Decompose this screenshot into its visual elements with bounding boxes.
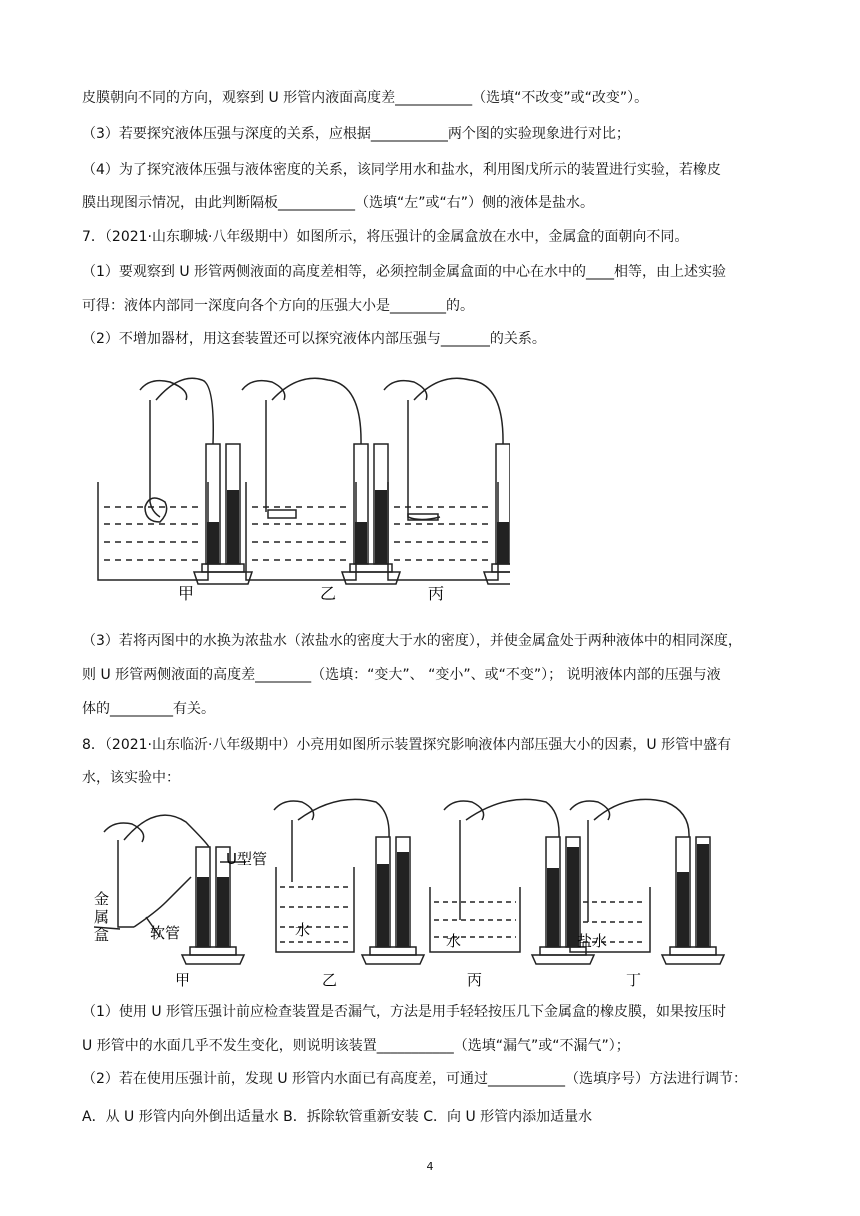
label-hose: 软管 — [150, 924, 181, 942]
caption-yi: 乙 — [320, 584, 337, 603]
question-8-stem: 8．（2021·山东临沂·八年级期中）小亮用如图所示装置探究影响液体内部压强大小的因素，U 形管中盛有 — [82, 737, 732, 753]
text-line: （2）若在使用压强计前，发现 U 形管内水面已有高度差，可通过___________（选填序号）方法进行调节： — [82, 1071, 748, 1087]
label-water: 水 — [295, 921, 311, 939]
caption-jia: 甲 — [178, 584, 195, 603]
caption-yi: 乙 — [322, 971, 338, 989]
text-line: （4）为了探究液体压强与液体密度的关系，该同学用水和盐水，利用图戊所示的装置进行实验，若橡皮 — [82, 162, 721, 178]
text-line: 膜出现图示情况，由此判断隔板___________（选填“左”或“右”）侧的液体是盐水。 — [82, 195, 595, 211]
text-line: （3）若将丙图中的水换为浓盐水（浓盐水的密度大于水的密度），并使金属盒处于两种液体中的相同深度， — [82, 633, 742, 649]
label-water: 水 — [446, 932, 462, 950]
caption-bing: 丙 — [467, 971, 483, 989]
label-metal-box: 金 — [94, 890, 110, 908]
text-line: 体的_________有关。 — [82, 701, 215, 717]
figure-pressure-gauge-3 — [90, 372, 510, 612]
text-line: （3）若要探究液体压强与深度的关系，应根据___________两个图的实验现象进行对比； — [82, 126, 630, 142]
text-line: 水，该实验中： — [82, 770, 180, 786]
answer-options: A．从 U 形管内向外倒出适量水 B．拆除软管重新安装 C．向 U 形管内添加适量水 — [82, 1109, 593, 1125]
caption-bing: 丙 — [428, 584, 445, 603]
text-line: （1）使用 U 形管压强计前应检查装置是否漏气，方法是用手轻轻按压几下金属盒的橡皮膜，如果按压时 — [82, 1004, 727, 1020]
page-number: 4 — [426, 1160, 434, 1173]
figure-pressure-gauge-4 — [86, 792, 736, 992]
text-line: 可得：液体内部同一深度向各个方向的压强大小是________的。 — [82, 298, 474, 314]
text-line: 则 U 形管两侧液面的高度差________（选填：“变大”、 “变小”、或“不变”）； 说明液体内部的压强与液 — [82, 667, 721, 683]
text-line: 皮膜朝向不同的方向，观察到 U 形管内液面高度差___________（选填“不改变”或“改变”）。 — [82, 90, 649, 106]
text-line: （2）不增加器材，用这套装置还可以探究液体内部压强与_______的关系。 — [82, 331, 546, 347]
label-brine: 盐水 — [577, 932, 608, 950]
caption-ding: 丁 — [626, 971, 642, 989]
caption-jia: 甲 — [175, 971, 191, 989]
label-metal-box: 盒 — [94, 926, 110, 944]
text-line: U 形管中的水面几乎不发生变化，则说明该装置___________（选填“漏气”或“不漏气”）； — [82, 1038, 630, 1054]
text-line: （1）要观察到 U 形管两侧液面的高度差相等，必须控制金属盒面的中心在水中的____相等，由上述实验 — [82, 264, 727, 280]
label-u-tube: U型管 — [226, 850, 267, 868]
label-metal-box: 属 — [94, 908, 110, 926]
question-7-stem: 7．（2021·山东聊城·八年级期中）如图所示，将压强计的金属盒放在水中，金属盒的面朝向不同。 — [82, 229, 689, 245]
